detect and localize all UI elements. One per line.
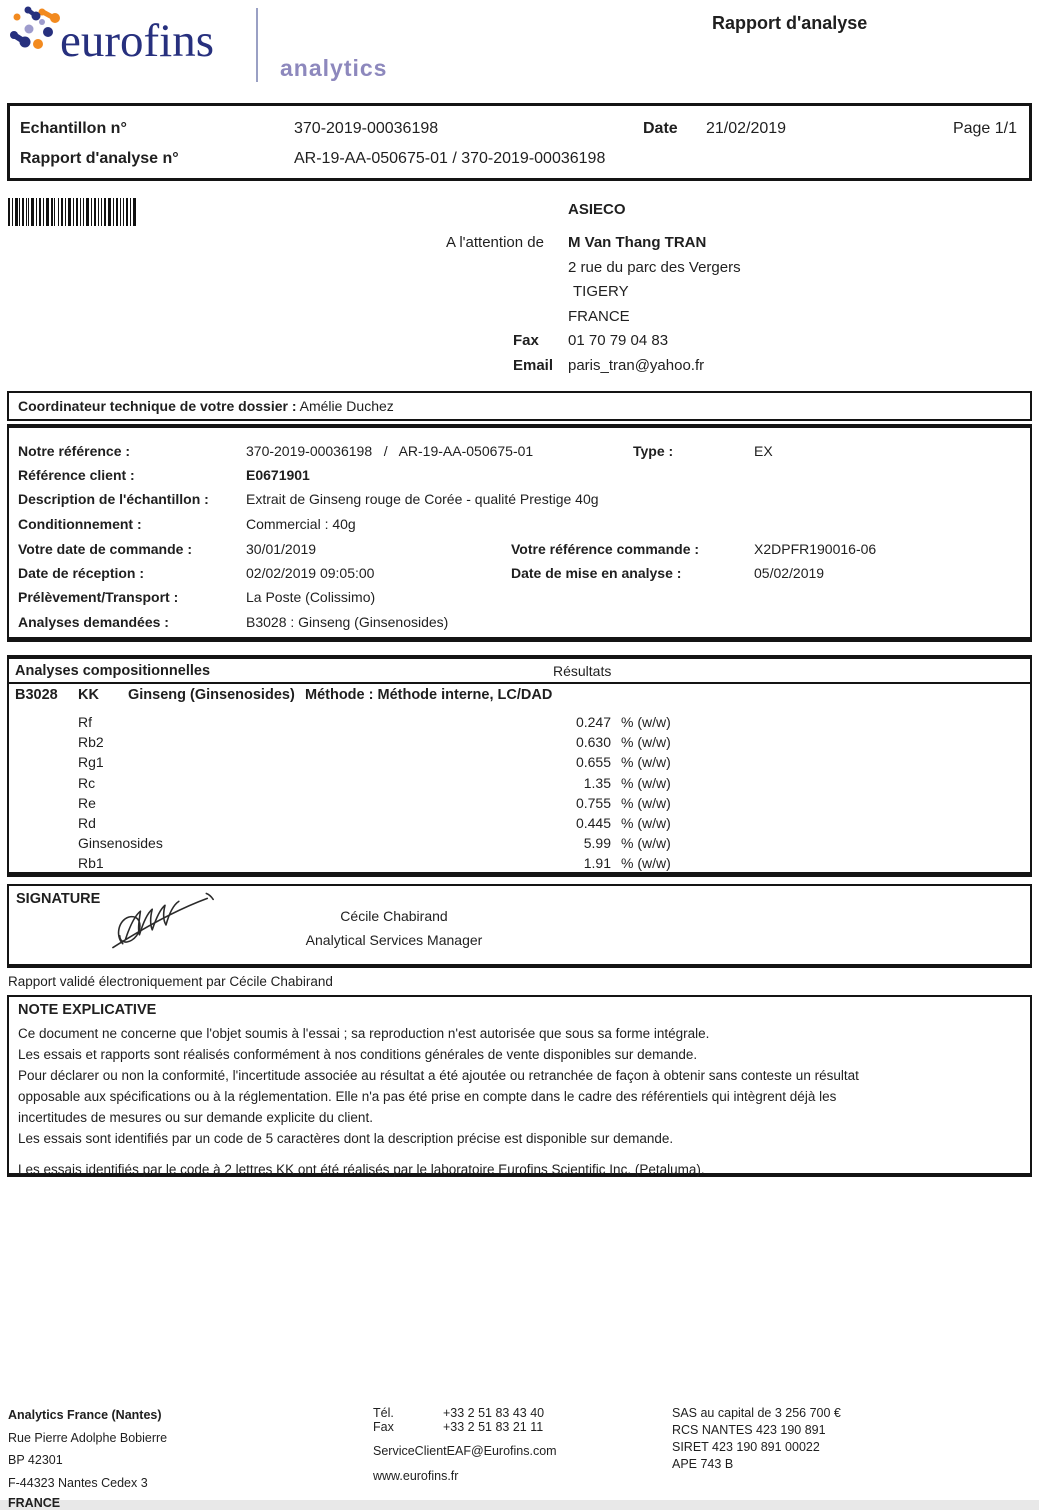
- page-indicator: Page 1/1: [952, 120, 1017, 137]
- table-row: [9, 714, 1030, 734]
- report-number-value: AR-19-AA-050675-01 / 370-2019-00036198: [294, 150, 606, 167]
- lab-address-line: F-44323 Nantes Cedex 3: [8, 1476, 148, 1490]
- results-column-header: Résultats: [553, 663, 612, 679]
- analyte-value: 0.755: [575, 794, 611, 811]
- date-value: 21/02/2019: [706, 120, 787, 137]
- table-row: [9, 815, 1030, 835]
- analyte-name: Ginsenosides: [78, 835, 163, 852]
- footer-email: ServiceClientEAF@Eurofins.com: [373, 1444, 557, 1458]
- lab-code: KK: [78, 687, 99, 703]
- results-table-header: [9, 659, 1030, 684]
- report-number-label: Rapport d'analyse n°: [20, 150, 179, 167]
- field-label: Conditionnement :: [18, 516, 142, 532]
- recipient-name: M Van Thang TRAN: [568, 234, 707, 251]
- table-row: [9, 855, 1030, 875]
- reference-row: [9, 491, 1030, 509]
- email-value: paris_tran@yahoo.fr: [568, 356, 705, 374]
- recipient-fax-row: [446, 332, 966, 349]
- recipient-street-row: [446, 259, 966, 276]
- legal-rcs: RCS NANTES 423 190 891: [672, 1423, 826, 1437]
- note-line: [18, 1149, 1020, 1159]
- field-label: Prélèvement/Transport :: [18, 589, 179, 605]
- date-label: Date: [643, 120, 678, 137]
- field-label: Votre date de commande :: [18, 541, 193, 557]
- footer-tel-value: +33 2 51 83 43 40: [443, 1406, 545, 1420]
- field-label: Analyses demandées :: [18, 614, 169, 630]
- legal-ape: APE 743 B: [672, 1457, 734, 1471]
- analyte-unit: % (w/w): [621, 794, 671, 811]
- brand-divider: [256, 8, 258, 82]
- analyte-name: Rg1: [78, 754, 104, 771]
- reference-row: [9, 614, 1030, 632]
- page-footer: [0, 1398, 1039, 1510]
- table-row: [9, 754, 1030, 774]
- field-value: B3028 : Ginseng (Ginsenosides): [246, 614, 449, 630]
- field-label: Description de l'échantillon :: [18, 491, 209, 507]
- table-row: [9, 795, 1030, 815]
- recipient-country-row: [446, 308, 966, 325]
- reference-row: [9, 541, 1030, 559]
- analyte-unit: % (w/w): [621, 734, 671, 751]
- analyte-name: Rb1: [78, 855, 104, 872]
- analyte-name: Rd: [78, 814, 96, 831]
- analyte-unit: % (w/w): [621, 774, 671, 791]
- field-label: Date de réception :: [18, 565, 145, 581]
- analyte-unit: % (w/w): [621, 814, 671, 831]
- legal-capital: SAS au capital de 3 256 700 €: [672, 1406, 841, 1420]
- section-title: Analyses compositionnelles: [15, 663, 211, 679]
- analyte-value: 0.630: [575, 734, 611, 751]
- sample-number-label: Echantillon n°: [20, 120, 127, 137]
- note-line: Les essais sont identifiés par un code de 5 caractères dont la description précise est disponible sur demande.: [18, 1131, 674, 1146]
- field-label: Votre référence commande :: [511, 541, 700, 557]
- field-value: 370-2019-00036198 / AR-19-AA-050675-01: [246, 443, 534, 459]
- analyte-value: 0.247: [575, 714, 611, 730]
- field-label: Type :: [633, 443, 674, 459]
- analyte-unit: % (w/w): [621, 855, 671, 872]
- note-line: Ce document ne concerne que l'objet soumis à l'essai ; sa reproduction n'est autorisée que sous sa forme intégrale.: [18, 1026, 710, 1041]
- eurofins-logo-icon: [6, 2, 64, 54]
- footer-tel-label: Tél.: [373, 1406, 394, 1420]
- signature-section-title: SIGNATURE: [16, 891, 101, 907]
- fax-label: Fax: [513, 332, 539, 349]
- recipient-street: 2 rue du parc des Vergers: [568, 258, 741, 276]
- signature-box: [7, 884, 1032, 968]
- recipient-city: TIGERY: [573, 283, 629, 300]
- barcode: [8, 198, 138, 226]
- test-code: B3028: [15, 687, 58, 703]
- explanatory-note-box: [7, 995, 1032, 1177]
- signatory-name: Cécile Chabirand: [340, 908, 448, 924]
- test-method: Méthode : Méthode interne, LC/DAD: [305, 687, 553, 703]
- table-row: [9, 835, 1030, 855]
- field-label: Date de mise en analyse :: [511, 565, 682, 581]
- reference-row: [9, 589, 1030, 607]
- analyte-rows: [9, 714, 1030, 876]
- test-header-row: [9, 687, 1030, 705]
- field-value: 05/02/2019: [754, 565, 825, 581]
- lab-address-line: BP 42301: [8, 1453, 63, 1467]
- lab-address-line: Rue Pierre Adolphe Bobierre: [8, 1431, 168, 1445]
- note-line: Les essais identifiés par le code à 2 lettres KK ont été réalisés par le laboratoire Eurofins Scientific Inc. (Petaluma).: [18, 1162, 705, 1177]
- recipient-company-row: [446, 201, 966, 218]
- analyte-name: Rc: [78, 774, 96, 791]
- document-title: Rapport d'analyse: [712, 13, 868, 33]
- reference-row: [9, 516, 1030, 534]
- note-line: Pour déclarer ou non la conformité, l'incertitude associée au résultat a été ajoutée ou retranchée de façon à obtenir sans conteste un résultat: [18, 1068, 859, 1083]
- attention-label: A l'attention de: [446, 234, 544, 251]
- coordinator-band: [7, 391, 1032, 421]
- reference-box: [7, 424, 1032, 642]
- note-line: Les essais et rapports sont réalisés conformément à nos conditions générales de vente disponibles sur demande.: [18, 1047, 698, 1062]
- legal-siret: SIRET 423 190 891 00022: [672, 1440, 820, 1454]
- coordinator-value: Amélie Duchez: [299, 398, 394, 414]
- handwritten-signature-icon: [107, 890, 225, 954]
- recipient-block: [446, 201, 966, 381]
- coordinator-label: Coordinateur technique de votre dossier :: [18, 398, 297, 414]
- analyte-value: 1.35: [583, 774, 611, 791]
- reference-row: [9, 443, 1030, 461]
- analyte-name: Rb2: [78, 734, 104, 751]
- field-value: Extrait de Ginseng rouge de Corée - qualité Prestige 40g: [246, 491, 599, 507]
- analyte-name: Re: [78, 794, 96, 811]
- analyte-value: 1.91: [583, 855, 611, 872]
- email-label: Email: [513, 356, 554, 374]
- field-value: La Poste (Colissimo): [246, 589, 376, 605]
- reference-row: [9, 565, 1030, 583]
- brand-name: eurofins: [60, 15, 215, 67]
- signatory-role: Analytical Services Manager: [305, 932, 483, 948]
- field-label: Notre référence :: [18, 443, 131, 459]
- electronic-validation-note: Rapport validé électroniquement par Cécile Chabirand: [8, 974, 333, 989]
- analyte-unit: % (w/w): [621, 714, 671, 730]
- sample-info-box: [7, 103, 1032, 181]
- recipient-attention-row: [446, 234, 966, 251]
- recipient-company: ASIECO: [568, 201, 626, 218]
- footer-fax-value: +33 2 51 83 21 11: [443, 1420, 544, 1434]
- results-table: [7, 655, 1032, 877]
- footer-fax-label: Fax: [373, 1420, 394, 1434]
- recipient-country: FRANCE: [568, 307, 630, 325]
- analyte-value: 0.655: [575, 754, 611, 771]
- brand-division: analytics: [280, 55, 388, 81]
- analyte-unit: % (w/w): [621, 754, 671, 771]
- analyte-name: Rf: [78, 714, 92, 730]
- fax-value: 01 70 79 04 83: [568, 332, 669, 349]
- analyte-value: 5.99: [583, 835, 611, 852]
- sample-number-value: 370-2019-00036198: [294, 120, 439, 137]
- field-value: Commercial : 40g: [246, 516, 356, 532]
- signatory-block: [299, 908, 489, 956]
- lab-country: FRANCE: [8, 1496, 61, 1510]
- field-value: X2DPFR190016-06: [754, 541, 877, 557]
- recipient-city-row: [446, 283, 966, 300]
- lab-name: Analytics France (Nantes): [8, 1408, 162, 1422]
- field-value: 02/02/2019 09:05:00: [246, 565, 375, 581]
- field-value: 30/01/2019: [246, 541, 317, 557]
- note-line: opposable aux spécifications ou à la réglementation. Elle n'a pas été prise en compte dans le cadre des référentiels qui intègrent déjà les: [18, 1089, 837, 1104]
- note-line: incertitudes de mesures ou sur demande explicite du client.: [18, 1110, 373, 1125]
- test-name: Ginseng (Ginsenosides): [128, 687, 295, 703]
- reference-row: [9, 467, 1030, 485]
- table-row: [9, 775, 1030, 795]
- recipient-email-row: [446, 357, 966, 374]
- note-title: NOTE EXPLICATIVE: [18, 1002, 157, 1018]
- table-row: [9, 734, 1030, 754]
- field-value: E0671901: [246, 467, 310, 483]
- analyte-value: 0.445: [575, 814, 611, 831]
- field-value: EX: [754, 443, 773, 459]
- field-label: Référence client :: [18, 467, 135, 483]
- analyte-unit: % (w/w): [621, 835, 671, 852]
- footer-website: www.eurofins.fr: [373, 1469, 459, 1483]
